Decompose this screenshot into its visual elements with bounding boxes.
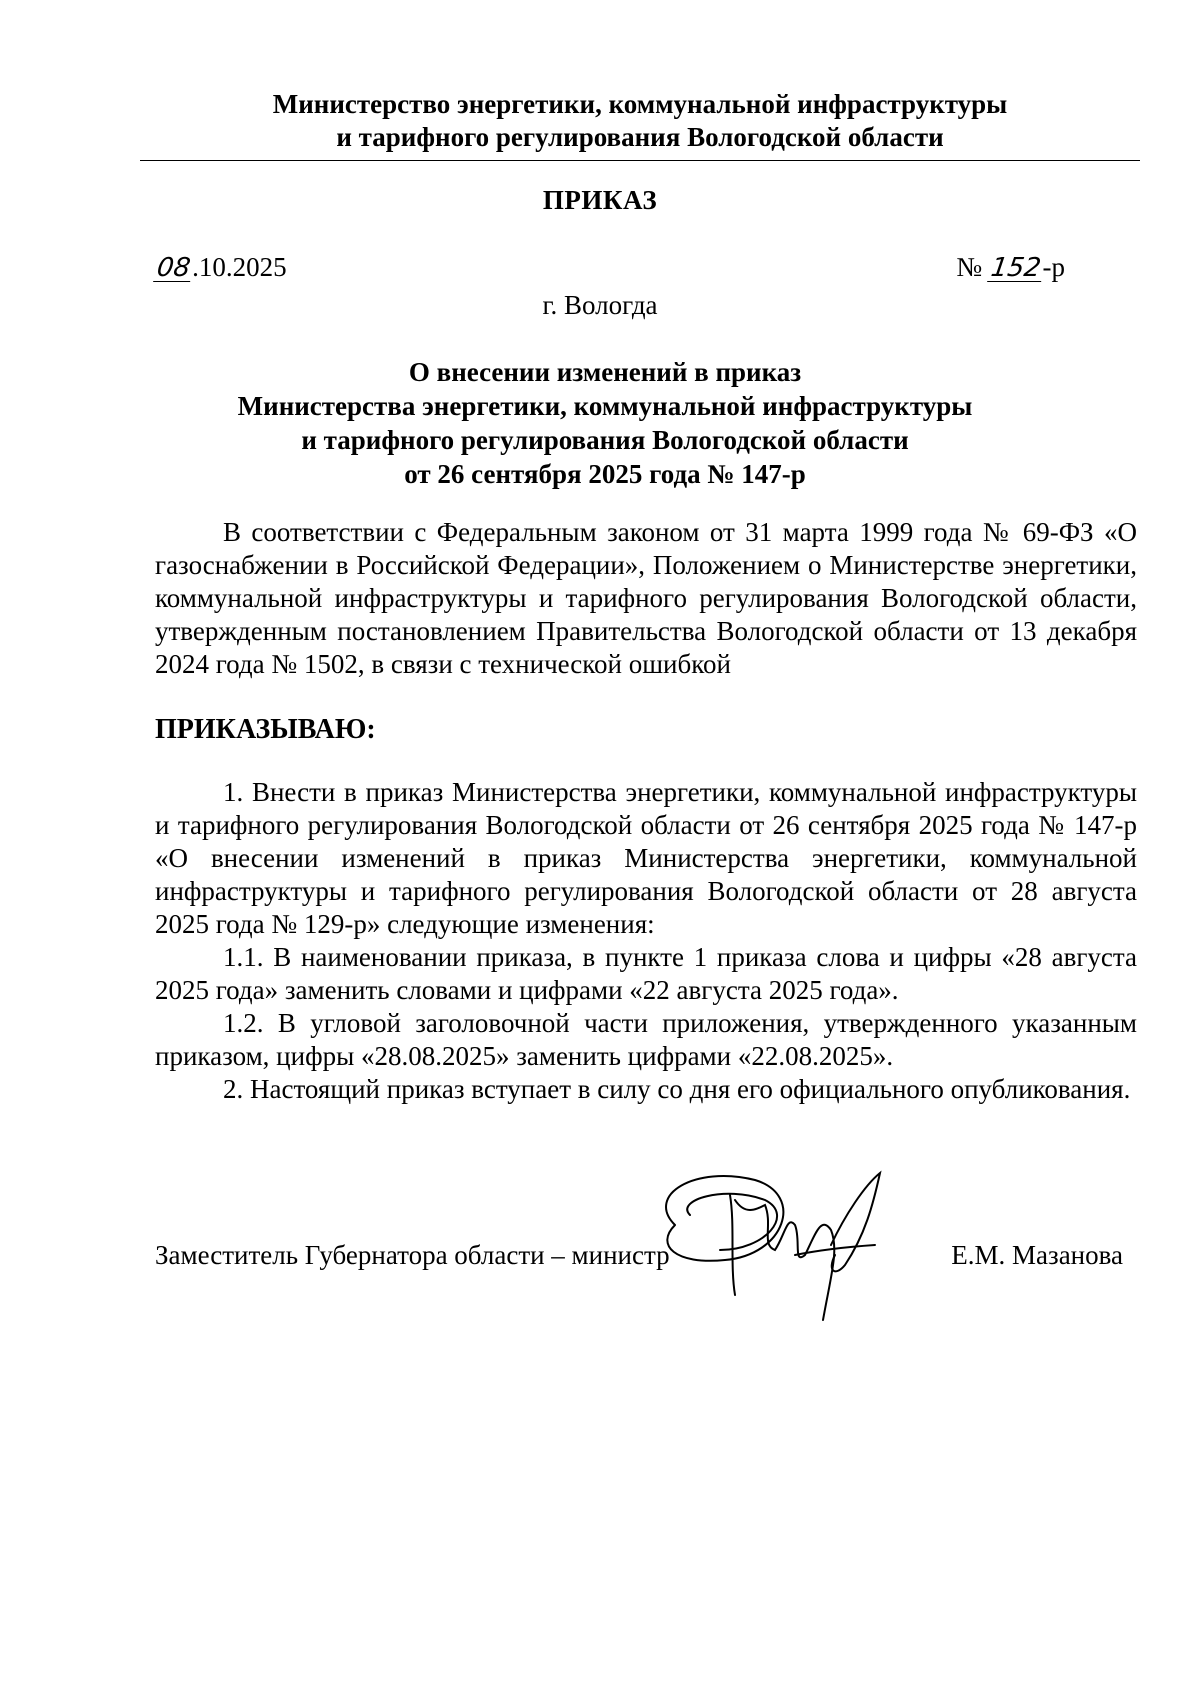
preamble-paragraph: В соответствии с Федеральным законом от 31 марта 1999 года № 69-ФЗ «О газоснабжении в Российской Федерации», Положением о Министерстве энергетики, коммунальной инфраструктуры и тарифного регулирования Вологодской области, утвержденным постановлением Правительства Вологодской области от 13 декабря 2024 года № 1502, в связи с технической ошибкой [155, 517, 1137, 679]
document-date [155, 252, 287, 283]
ministry-line-1: Министерство энергетики, коммунальной инфраструктуры [272, 89, 1008, 119]
ministry-line-2: и тарифного регулирования Вологодской области [336, 122, 944, 152]
number-handwritten: 152 [988, 253, 1043, 283]
signatory-position: Заместитель Губернатора области – министр [155, 1240, 670, 1270]
number-suffix: -р [1042, 252, 1065, 282]
order-word: ПРИКАЗЫВАЮ: [155, 714, 376, 745]
document-number [956, 252, 1065, 283]
document-city: г. Вологда [542, 290, 658, 320]
title-line-3: и тарифного регулирования Вологодской области [301, 425, 909, 455]
handwritten-signature-icon [635, 1155, 935, 1325]
date-rest: .10.2025 [192, 252, 287, 282]
document-title [150, 355, 1060, 491]
order-item-1-1: 1.1. В наименовании приказа, в пункте 1 приказа слова и цифры «28 августа 2025 года» заменить словами и цифрами «22 августа 2025 года». [155, 942, 1137, 1005]
ministry-header [140, 88, 1140, 161]
signatory-name: Е.М. Мазанова [951, 1240, 1123, 1270]
number-prefix: № [956, 252, 983, 282]
order-item-1-2: 1.2. В угловой заголовочной части приложения, утвержденного указанным приказом, цифры «28.08.2025» заменить цифрами «22.08.2025». [155, 1008, 1137, 1071]
order-items [155, 776, 1137, 1106]
date-day-handwritten: 08 [154, 253, 193, 283]
title-line-1: О внесении изменений в приказ [408, 357, 802, 387]
title-line-4: от 26 сентября 2025 года № 147-р [404, 459, 806, 489]
order-item-1: 1. Внести в приказ Министерства энергетики, коммунальной инфраструктуры и тарифного регулирования Вологодской области от 26 сентября 2025 года № 147-р «О внесении изменений в приказ Министерства энергетики, коммунальной инфраструктуры и тарифного регулирования Вологодской области от 28 августа 2025 года № 129-р» следующие изменения: [155, 777, 1137, 939]
order-item-2: 2. Настоящий приказ вступает в силу со дня его официального опубликования. [223, 1074, 1131, 1104]
title-line-2: Министерства энергетики, коммунальной инфраструктуры [237, 391, 973, 421]
document-type: ПРИКАЗ [542, 185, 658, 215]
